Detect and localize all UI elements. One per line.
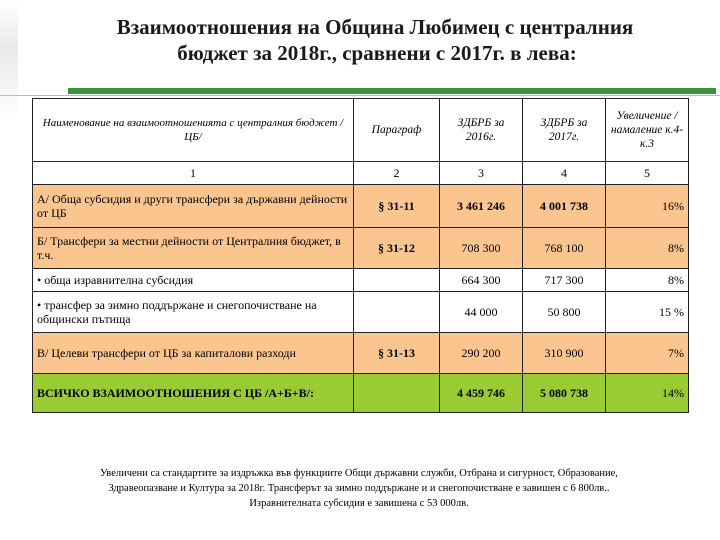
row-value-2017: 768 100 <box>523 228 606 269</box>
table-row <box>33 292 689 333</box>
header-paragraph: Параграф <box>354 99 440 162</box>
table-row <box>33 228 689 269</box>
row-name: Б/ Трансфери за местни дейности от Централния бюджет, в т.ч. <box>33 228 354 269</box>
row-change: 7% <box>606 333 689 374</box>
table-row <box>33 185 689 228</box>
row-paragraph <box>354 292 440 333</box>
row-change: 8% <box>606 228 689 269</box>
header-change: Увеличение /намаление к.4-к.3 <box>606 99 689 162</box>
row-paragraph: § 31-11 <box>354 185 440 228</box>
title-divider-thin <box>0 95 720 96</box>
header-2016: ЗДБРБ за 2016г. <box>440 99 523 162</box>
table-total-row <box>33 374 689 413</box>
table-header-row <box>33 99 689 162</box>
footnote <box>34 466 684 511</box>
column-number: 1 <box>33 162 354 185</box>
row-value-2017: 50 800 <box>523 292 606 333</box>
column-number-row <box>33 162 689 185</box>
row-change: 16% <box>606 185 689 228</box>
table-row <box>33 269 689 292</box>
title-line-1: Взаимоотношения на Община Любимец с централния <box>116 15 634 39</box>
title-divider <box>68 88 716 94</box>
row-change: 15 % <box>606 292 689 333</box>
row-value-2016: 708 300 <box>440 228 523 269</box>
table-row <box>33 333 689 374</box>
row-value-2017: 717 300 <box>523 269 606 292</box>
row-value-2017: 310 900 <box>523 333 606 374</box>
row-name: • обща изравнителна субсидия <box>33 269 354 292</box>
row-paragraph <box>354 374 440 413</box>
row-name: В/ Целеви трансфери от ЦБ за капиталови разходи <box>33 333 354 374</box>
row-value-2016: 664 300 <box>440 269 523 292</box>
footnote-line-1: Увеличени са стандартите за издръжка във функциите Общи държавни служби, Отбрана и сигурност, Образование, <box>100 468 618 479</box>
header-2017: ЗДБРБ за 2017г. <box>523 99 606 162</box>
decorative-side-bar <box>0 0 18 120</box>
row-name: ВСИЧКО ВЗАИМООТНОШЕНИЯ С ЦБ /А+Б+В/: <box>33 374 354 413</box>
row-paragraph: § 31-13 <box>354 333 440 374</box>
row-change: 14% <box>606 374 689 413</box>
footnote-line-2: Здравеопазване и Култура за 2018г. Трансферът за зимно поддържане и и снегопочистване е завишен с 6 800лв.. <box>108 483 610 494</box>
column-number: 3 <box>440 162 523 185</box>
row-name: А/ Обща субсидия и други трансфери за държавни дейности от ЦБ <box>33 185 354 228</box>
column-number: 5 <box>606 162 689 185</box>
row-change: 8% <box>606 269 689 292</box>
row-value-2017: 5 080 738 <box>523 374 606 413</box>
row-value-2016: 290 200 <box>440 333 523 374</box>
row-value-2016: 44 000 <box>440 292 523 333</box>
row-paragraph <box>354 269 440 292</box>
page-title <box>60 14 690 66</box>
column-number: 4 <box>523 162 606 185</box>
column-number: 2 <box>354 162 440 185</box>
header-name: Наименование на взаимоотношенията с централния бюджет /ЦБ/ <box>33 99 354 162</box>
row-value-2017: 4 001 738 <box>523 185 606 228</box>
footnote-line-3: Изравнителната субсидия е завишена с 53 000лв. <box>249 498 469 509</box>
row-paragraph: § 31-12 <box>354 228 440 269</box>
row-value-2016: 4 459 746 <box>440 374 523 413</box>
row-value-2016: 3 461 246 <box>440 185 523 228</box>
title-line-2: бюджет за 2018г., сравнени с 2017г. в лева: <box>177 41 577 65</box>
row-name: • трансфер за зимно поддържане и снегопочистване на общински пътища <box>33 292 354 333</box>
budget-relations-table <box>32 98 689 413</box>
